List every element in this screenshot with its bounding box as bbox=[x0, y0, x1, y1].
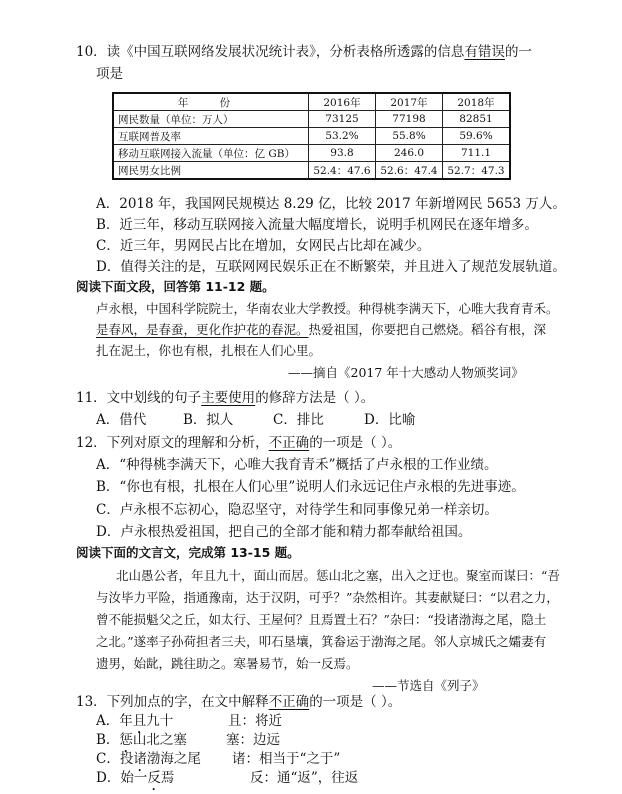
q13-option-label: B． bbox=[96, 732, 120, 748]
reading1-line2 bbox=[96, 320, 546, 338]
q13-dotted-char: 反 bbox=[147, 770, 161, 786]
table-cell: 59.6% bbox=[443, 128, 511, 145]
reading2-line: 遗男，始龀，跳往助之。寒暑易节，始一反焉。 bbox=[96, 656, 359, 671]
q13-gloss-d: 反：通“返”，往返 bbox=[250, 770, 359, 786]
q12-stem-underlined: 不正确 bbox=[268, 435, 310, 451]
stats-table bbox=[112, 92, 511, 180]
reading2-heading: 阅读下面的文言文，完成第 13-15 题。 bbox=[76, 545, 300, 560]
q13-gloss-b: 塞：边远 bbox=[226, 732, 280, 748]
q13-option-text: 投 bbox=[119, 751, 134, 767]
q13-option-text: 焉 bbox=[160, 770, 175, 786]
q13-option-d bbox=[96, 766, 174, 794]
q11-stem-underlined: 主要使用 bbox=[201, 390, 256, 406]
q10-stem-underlined: 有错误 bbox=[464, 44, 505, 60]
reading1-source: ——摘自《2017 年十大感动人物颁奖词》 bbox=[288, 365, 524, 380]
q13-stem-post: 的一项是（ ）。 bbox=[309, 694, 402, 710]
q13-gloss-c: 诸：相当于“之于” bbox=[232, 751, 341, 767]
reading2-line: 曾不能损魁父之丘，如太行、王屋何？且焉置土石？”杂曰：“投诸渤海之尾，隐土 bbox=[96, 612, 547, 627]
reading1-line2-rest: 热爱祖国，你要把自己燃烧。稻谷有根，深 bbox=[308, 322, 547, 337]
reading1-line1: 卢永根，中国科学院院士，华南农业大学教授。种得桃李满天下，心唯大我育青禾。 bbox=[96, 301, 559, 316]
q13-dotted-char: 且 bbox=[132, 713, 147, 729]
table-cell: 52.7：47.3 bbox=[443, 162, 511, 180]
table-row bbox=[113, 128, 510, 145]
q13-option-text: 年 bbox=[119, 713, 133, 729]
q12-stem-pre: 12．下列对原文的理解和分析， bbox=[76, 435, 269, 451]
table-header-cell: 2018年 bbox=[443, 93, 511, 111]
q13-option-text: 山北之塞 bbox=[132, 732, 187, 748]
table-header-cell: 2016年 bbox=[309, 93, 376, 111]
q10-option-d: D．值得关注的是，互联网网民娱乐正在不断繁荣，并且进入了规范发展轨道。 bbox=[96, 259, 566, 275]
table-cell: 53.2% bbox=[309, 128, 376, 145]
table-cell: 55.8% bbox=[376, 128, 443, 145]
reading1-line3: 扎在泥土，你也有根，扎根在人们心里。 bbox=[96, 343, 322, 358]
table-cell: 73125 bbox=[309, 111, 376, 128]
q13-option-text: 渤海之尾 bbox=[146, 751, 201, 767]
table-cell: 93.8 bbox=[309, 145, 376, 162]
q12-stem bbox=[76, 431, 401, 451]
q10-stem-pre: 10．读《中国互联网络发展状况统计表》，分析表格所透露的信息 bbox=[76, 44, 465, 60]
table-row bbox=[113, 162, 510, 180]
q10-stem-line2: 项是 bbox=[96, 66, 123, 82]
q11-option-c: C．排比 bbox=[273, 412, 324, 428]
q13-gloss-a: 且：将近 bbox=[228, 713, 282, 729]
reading1-underlined-sentence: 是春风，是春蚕，更化作护花的春泥。 bbox=[96, 322, 309, 337]
q10-option-c: C．近三年，男网民占比在增加，女网民占比却在减少。 bbox=[96, 238, 431, 254]
q12-option-d: D．卢永根热爱祖国，把自己的全部才能和精力都奉献给祖国。 bbox=[96, 524, 472, 540]
q11-option-a: A．借代 bbox=[96, 412, 147, 428]
reading2-line: 之北。”遂率子孙荷担者三夫，叩石垦壤，箕畚运于渤海之尾。邻人京城氏之孀妻有 bbox=[96, 634, 547, 649]
q13-option-label: D． bbox=[96, 770, 121, 786]
q12-option-b: B．“你也有根，扎根在人们心里”说明人们永远记住卢永根的先进事迹。 bbox=[96, 479, 525, 495]
q11-stem bbox=[76, 386, 374, 406]
q12-stem-post: 的一项是（ ）。 bbox=[309, 435, 402, 451]
q13-stem-underlined: 不正确 bbox=[268, 694, 310, 710]
table-header-row bbox=[113, 93, 510, 111]
table-row bbox=[113, 111, 510, 128]
q13-stem bbox=[76, 690, 401, 710]
q12-option-a: A．“种得桃李满天下，心唯大我育青禾”概括了卢永根的工作业绩。 bbox=[96, 457, 498, 473]
table-header-cell: 年 份 bbox=[113, 93, 309, 111]
q10-option-a: A．2018 年，我国网民规模达 8.29 亿，比较 2017 年新增网民 5653 万人。 bbox=[96, 196, 566, 212]
q13-option-text: 九十 bbox=[146, 713, 174, 729]
q12-option-c: C．卢永根不忘初心，隐忍坚守，对待学生和同事像兄弟一样亲切。 bbox=[96, 502, 498, 518]
table-header-cell: 2017年 bbox=[376, 93, 443, 111]
table-cell: 移动互联网接入流量（单位：亿 GB） bbox=[113, 145, 309, 162]
table-row bbox=[113, 145, 510, 162]
reading2-source: ——节选自《列子》 bbox=[372, 678, 485, 693]
table-cell: 52.4：47.6 bbox=[309, 162, 376, 180]
q13-dotted-char: 诸 bbox=[133, 751, 147, 767]
table-cell: 网民数量（单位：万人） bbox=[113, 111, 309, 128]
reading2-line: 北山愚公者，年且九十，面山而居。惩山北之塞，出入之迂也。聚室而谋曰：“吾 bbox=[116, 568, 560, 583]
q10-stem-post: 的一 bbox=[504, 44, 532, 60]
q13-stem-pre: 13．下列加点的字，在文中解释 bbox=[76, 694, 269, 710]
table-cell: 246.0 bbox=[376, 145, 443, 162]
q10-stem bbox=[76, 40, 532, 60]
table-cell: 52.6：47.4 bbox=[376, 162, 443, 180]
q13-option-label: A． bbox=[96, 713, 120, 729]
q13-dotted-char: 惩 bbox=[119, 732, 133, 748]
table-cell: 82851 bbox=[443, 111, 511, 128]
table-cell: 711.1 bbox=[443, 145, 511, 162]
q13-option-text: 始一 bbox=[120, 770, 148, 786]
reading1-heading: 阅读下面文段，回答第 11-12 题。 bbox=[76, 279, 275, 294]
q11-option-b: B．拟人 bbox=[183, 412, 234, 428]
table-cell: 互联网普及率 bbox=[113, 128, 309, 145]
reading2-line: 与汝毕力平险，指通豫南，达于汉阴，可乎？”杂然相许。其妻献疑曰：“以君之力， bbox=[96, 590, 559, 605]
table-cell: 77198 bbox=[376, 111, 443, 128]
q11-option-d: D．比喻 bbox=[364, 412, 416, 428]
q13-option-label: C． bbox=[96, 751, 120, 767]
q11-stem-pre: 11．文中划线的句子 bbox=[76, 390, 202, 406]
q11-stem-post: 的修辞方法是（ ）。 bbox=[255, 390, 375, 406]
table-cell: 网民男女比例 bbox=[113, 162, 309, 180]
q10-option-b: B．近三年，移动互联网接入流量大幅度增长，说明手机网民在逐年增多。 bbox=[96, 217, 538, 233]
